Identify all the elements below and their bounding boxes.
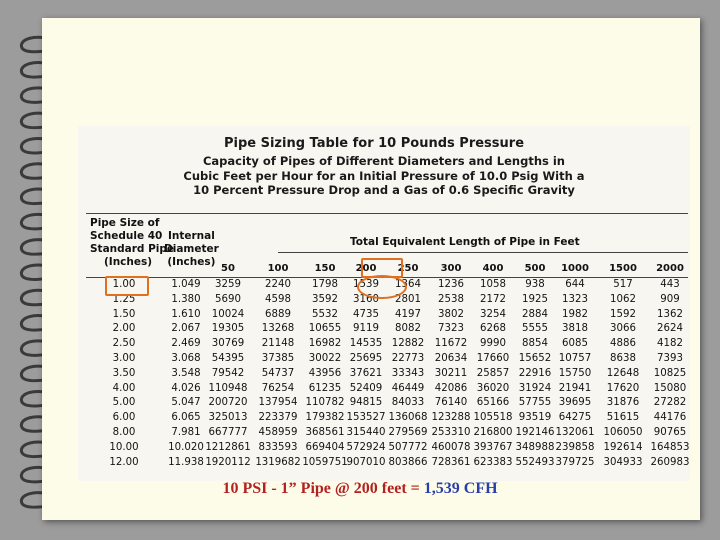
table-cell: 15652 bbox=[518, 353, 552, 364]
table-cell: 3818 bbox=[562, 323, 588, 335]
table-cell: 79542 bbox=[211, 367, 245, 379]
table-cell: 8.00 bbox=[112, 427, 136, 438]
table-cell: 938 bbox=[525, 279, 545, 290]
table-cell: 132061 bbox=[555, 427, 595, 438]
table-cell: 572924 bbox=[346, 441, 386, 453]
table-cell: 137954 bbox=[258, 397, 298, 409]
table-cell: 279569 bbox=[388, 427, 428, 438]
table-cell: 42086 bbox=[434, 382, 468, 394]
table-cell: 833593 bbox=[258, 441, 298, 453]
table-cell: 667777 bbox=[208, 427, 248, 438]
table-cell: 1920112 bbox=[205, 456, 251, 468]
table-cell: 1362 bbox=[657, 308, 683, 320]
table-cell: 30769 bbox=[211, 338, 245, 350]
table-cell: 37385 bbox=[261, 353, 295, 364]
table-cell: 22773 bbox=[391, 353, 425, 364]
table-cell: 1364 bbox=[395, 279, 421, 290]
table-cell: 907010 bbox=[346, 456, 386, 468]
table-cell: 8854 bbox=[522, 338, 548, 350]
table-cell: 31924 bbox=[518, 382, 552, 394]
column-header: 2000 bbox=[656, 263, 684, 274]
table-cell: 3066 bbox=[610, 323, 636, 335]
table-cell: 443 bbox=[660, 279, 680, 290]
table-subtitle-1: Capacity of Pipes of Different Diameters and Lengths in bbox=[202, 154, 565, 168]
table-cell: 7.981 bbox=[171, 427, 201, 438]
caption-result: 1,539 CFH bbox=[423, 480, 498, 497]
table-cell: 36020 bbox=[476, 382, 510, 394]
table-cell: 2538 bbox=[438, 293, 464, 305]
column-header: 1500 bbox=[609, 263, 637, 274]
column-header: 200 bbox=[355, 263, 377, 274]
table-cell: 31876 bbox=[606, 397, 640, 409]
table-cell: 4886 bbox=[610, 338, 636, 350]
table-cell: 106050 bbox=[603, 427, 643, 438]
table-cell: 7323 bbox=[438, 323, 464, 335]
table-cell: 30211 bbox=[434, 367, 468, 379]
highlight-ellipse-1539 bbox=[357, 275, 407, 299]
table-cell: 223379 bbox=[258, 412, 298, 424]
header-internal-diameter: Internal Diameter (Inches) bbox=[164, 230, 219, 268]
table-cell: 2.469 bbox=[171, 338, 201, 350]
table-cell: 2.50 bbox=[112, 338, 136, 350]
table-cell: 2172 bbox=[480, 293, 506, 305]
table-cell: 110948 bbox=[208, 382, 248, 394]
table-cell: 9990 bbox=[480, 338, 506, 350]
column-header: 400 bbox=[482, 263, 504, 274]
table-cell: 12882 bbox=[391, 338, 425, 350]
table-cell: 54395 bbox=[211, 353, 245, 364]
table-cell: 16982 bbox=[308, 338, 342, 350]
caption-text: 10 PSI - 1” Pipe @ 200 feet = bbox=[222, 480, 424, 497]
table-cell: 1.00 bbox=[112, 279, 136, 290]
table-cell: 192614 bbox=[603, 441, 643, 453]
column-header: 150 bbox=[314, 263, 336, 274]
table-cell: 1.50 bbox=[112, 308, 136, 320]
table-cell: 13268 bbox=[261, 323, 295, 335]
table-cell: 15080 bbox=[653, 382, 687, 394]
table-cell: 90765 bbox=[653, 427, 687, 438]
table-cell: 379725 bbox=[555, 456, 595, 468]
table-cell: 253310 bbox=[431, 427, 471, 438]
table-cell: 239858 bbox=[555, 441, 595, 453]
table-cell: 21148 bbox=[261, 338, 295, 350]
table-cell: 260983 bbox=[650, 456, 690, 468]
table-cell: 200720 bbox=[208, 397, 248, 409]
table-cell: 2.00 bbox=[112, 323, 136, 335]
table-cell: 25857 bbox=[476, 367, 510, 379]
table-cell: 93519 bbox=[518, 412, 552, 424]
table-cell: 6.00 bbox=[112, 412, 136, 424]
table-cell: 3592 bbox=[312, 293, 338, 305]
table-cell: 11.938 bbox=[168, 456, 204, 468]
table-cell: 1.25 bbox=[112, 293, 136, 305]
table-cell: 552493 bbox=[515, 456, 555, 468]
table-cell: 22916 bbox=[518, 367, 552, 379]
table-cell: 19305 bbox=[211, 323, 245, 335]
table-cell: 84033 bbox=[391, 397, 425, 409]
table-cell: 5.00 bbox=[112, 397, 136, 409]
table-cell: 1.610 bbox=[171, 308, 201, 320]
table-cell: 14535 bbox=[349, 338, 383, 350]
table-cell: 17620 bbox=[606, 382, 640, 394]
table-cell: 65166 bbox=[476, 397, 510, 409]
table-cell: 64275 bbox=[558, 412, 592, 424]
table-cell: 5690 bbox=[215, 293, 241, 305]
table-cell: 10024 bbox=[211, 308, 245, 320]
header-rule-length bbox=[278, 252, 688, 253]
table-cell: 6268 bbox=[480, 323, 506, 335]
table-cell: 5555 bbox=[522, 323, 548, 335]
table-cell: 51615 bbox=[606, 412, 640, 424]
table-cell: 4598 bbox=[265, 293, 291, 305]
table-cell: 10825 bbox=[653, 367, 687, 379]
table-cell: 3.548 bbox=[171, 367, 201, 379]
table-cell: 1212861 bbox=[205, 441, 251, 453]
table-cell: 21941 bbox=[558, 382, 592, 394]
table-cell: 460078 bbox=[431, 441, 471, 453]
table-cell: 37621 bbox=[349, 367, 383, 379]
table-cell: 43956 bbox=[308, 367, 342, 379]
table-subtitle-3: 10 Percent Pressure Drop and a Gas of 0.6 Specific Gravity bbox=[193, 183, 575, 197]
table-cell: 315440 bbox=[346, 427, 386, 438]
table-cell: 1982 bbox=[562, 308, 588, 320]
table-cell: 517 bbox=[613, 279, 633, 290]
table-cell: 909 bbox=[660, 293, 680, 305]
table-cell: 216800 bbox=[473, 427, 513, 438]
table-cell: 1059751 bbox=[302, 456, 348, 468]
table-cell: 368561 bbox=[305, 427, 345, 438]
table-cell: 1539 bbox=[353, 279, 379, 290]
column-header: 250 bbox=[397, 263, 419, 274]
table-cell: 123288 bbox=[431, 412, 471, 424]
header-total-length: Total Equivalent Length of Pipe in Feet bbox=[350, 236, 580, 248]
table-cell: 8638 bbox=[610, 353, 636, 364]
table-cell: 12648 bbox=[606, 367, 640, 379]
table-cell: 10757 bbox=[558, 353, 592, 364]
table-cell: 1236 bbox=[438, 279, 464, 290]
table-cell: 10.020 bbox=[168, 441, 204, 453]
pipe-sizing-table bbox=[78, 126, 690, 481]
table-cell: 4735 bbox=[353, 308, 379, 320]
table-cell: 3259 bbox=[215, 279, 241, 290]
table-cell: 164853 bbox=[650, 441, 690, 453]
table-cell: 4197 bbox=[395, 308, 421, 320]
table-cell: 2624 bbox=[657, 323, 683, 335]
table-cell: 10.00 bbox=[109, 441, 139, 453]
table-cell: 153527 bbox=[346, 412, 386, 424]
header-rule-top bbox=[86, 213, 688, 214]
table-cell: 623383 bbox=[473, 456, 513, 468]
table-cell: 105518 bbox=[473, 412, 513, 424]
table-cell: 10655 bbox=[308, 323, 342, 335]
table-cell: 76140 bbox=[434, 397, 468, 409]
table-cell: 3802 bbox=[438, 308, 464, 320]
table-cell: 1.380 bbox=[171, 293, 201, 305]
table-cell: 728361 bbox=[431, 456, 471, 468]
result-caption bbox=[0, 480, 720, 498]
table-cell: 7393 bbox=[657, 353, 683, 364]
table-cell: 30022 bbox=[308, 353, 342, 364]
table-cell: 54737 bbox=[261, 367, 295, 379]
column-header: 1000 bbox=[561, 263, 589, 274]
table-cell: 3254 bbox=[480, 308, 506, 320]
table-cell: 6889 bbox=[265, 308, 291, 320]
table-cell: 2884 bbox=[522, 308, 548, 320]
table-cell: 1323 bbox=[562, 293, 588, 305]
table-cell: 17660 bbox=[476, 353, 510, 364]
column-header: 50 bbox=[221, 263, 235, 274]
table-cell: 5.047 bbox=[171, 397, 201, 409]
table-cell: 52409 bbox=[349, 382, 383, 394]
table-cell: 304933 bbox=[603, 456, 643, 468]
table-cell: 325013 bbox=[208, 412, 248, 424]
table-cell: 46449 bbox=[391, 382, 425, 394]
table-cell: 27282 bbox=[653, 397, 687, 409]
table-cell: 57755 bbox=[518, 397, 552, 409]
table-cell: 348988 bbox=[515, 441, 555, 453]
table-cell: 1925 bbox=[522, 293, 548, 305]
table-cell: 3160 bbox=[353, 293, 379, 305]
table-cell: 4182 bbox=[657, 338, 683, 350]
table-cell: 2.067 bbox=[171, 323, 201, 335]
table-cell: 15750 bbox=[558, 367, 592, 379]
column-header: 500 bbox=[524, 263, 546, 274]
table-cell: 44176 bbox=[653, 412, 687, 424]
column-header: 100 bbox=[267, 263, 289, 274]
table-cell: 12.00 bbox=[109, 456, 139, 468]
table-cell: 1319682 bbox=[255, 456, 301, 468]
table-subtitle-2: Cubic Feet per Hour for an Initial Pressure of 10.0 Psig With a bbox=[183, 169, 585, 183]
table-cell: 1062 bbox=[610, 293, 636, 305]
table-cell: 1058 bbox=[480, 279, 506, 290]
table-cell: 110782 bbox=[305, 397, 345, 409]
table-cell: 4.00 bbox=[112, 382, 136, 394]
table-cell: 393767 bbox=[473, 441, 513, 453]
header-pipe-size: Pipe Size of Schedule 40 Standard Pipe (Inches) bbox=[90, 217, 175, 268]
table-cell: 2240 bbox=[265, 279, 291, 290]
highlight-box-1-inch bbox=[105, 276, 149, 296]
table-cell: 20634 bbox=[434, 353, 468, 364]
table-cell: 2801 bbox=[395, 293, 421, 305]
table-cell: 3.068 bbox=[171, 353, 201, 364]
table-cell: 6085 bbox=[562, 338, 588, 350]
table-cell: 507772 bbox=[388, 441, 428, 453]
table-cell: 1592 bbox=[610, 308, 636, 320]
table-cell: 39695 bbox=[558, 397, 592, 409]
table-cell: 136068 bbox=[388, 412, 428, 424]
table-cell: 5532 bbox=[312, 308, 338, 320]
table-cell: 1.049 bbox=[171, 279, 201, 290]
table-title: Pipe Sizing Table for 10 Pounds Pressure bbox=[223, 136, 525, 151]
table-cell: 192146 bbox=[515, 427, 555, 438]
table-cell: 94815 bbox=[349, 397, 383, 409]
table-cell: 669404 bbox=[305, 441, 345, 453]
table-cell: 11672 bbox=[434, 338, 468, 350]
table-cell: 6.065 bbox=[171, 412, 201, 424]
table-cell: 61235 bbox=[308, 382, 342, 394]
table-cell: 4.026 bbox=[171, 382, 201, 394]
table-cell: 644 bbox=[565, 279, 585, 290]
table-cell: 3.50 bbox=[112, 367, 136, 379]
table-cell: 803866 bbox=[388, 456, 428, 468]
column-header: 300 bbox=[440, 263, 462, 274]
table-cell: 3.00 bbox=[112, 353, 136, 364]
table-cell: 76254 bbox=[261, 382, 295, 394]
table-cell: 458959 bbox=[258, 427, 298, 438]
table-cell: 8082 bbox=[395, 323, 421, 335]
table-cell: 179382 bbox=[305, 412, 345, 424]
table-cell: 33343 bbox=[391, 367, 425, 379]
table-cell: 25695 bbox=[349, 353, 383, 364]
table-cell: 1798 bbox=[312, 279, 338, 290]
table-cell: 9119 bbox=[353, 323, 379, 335]
